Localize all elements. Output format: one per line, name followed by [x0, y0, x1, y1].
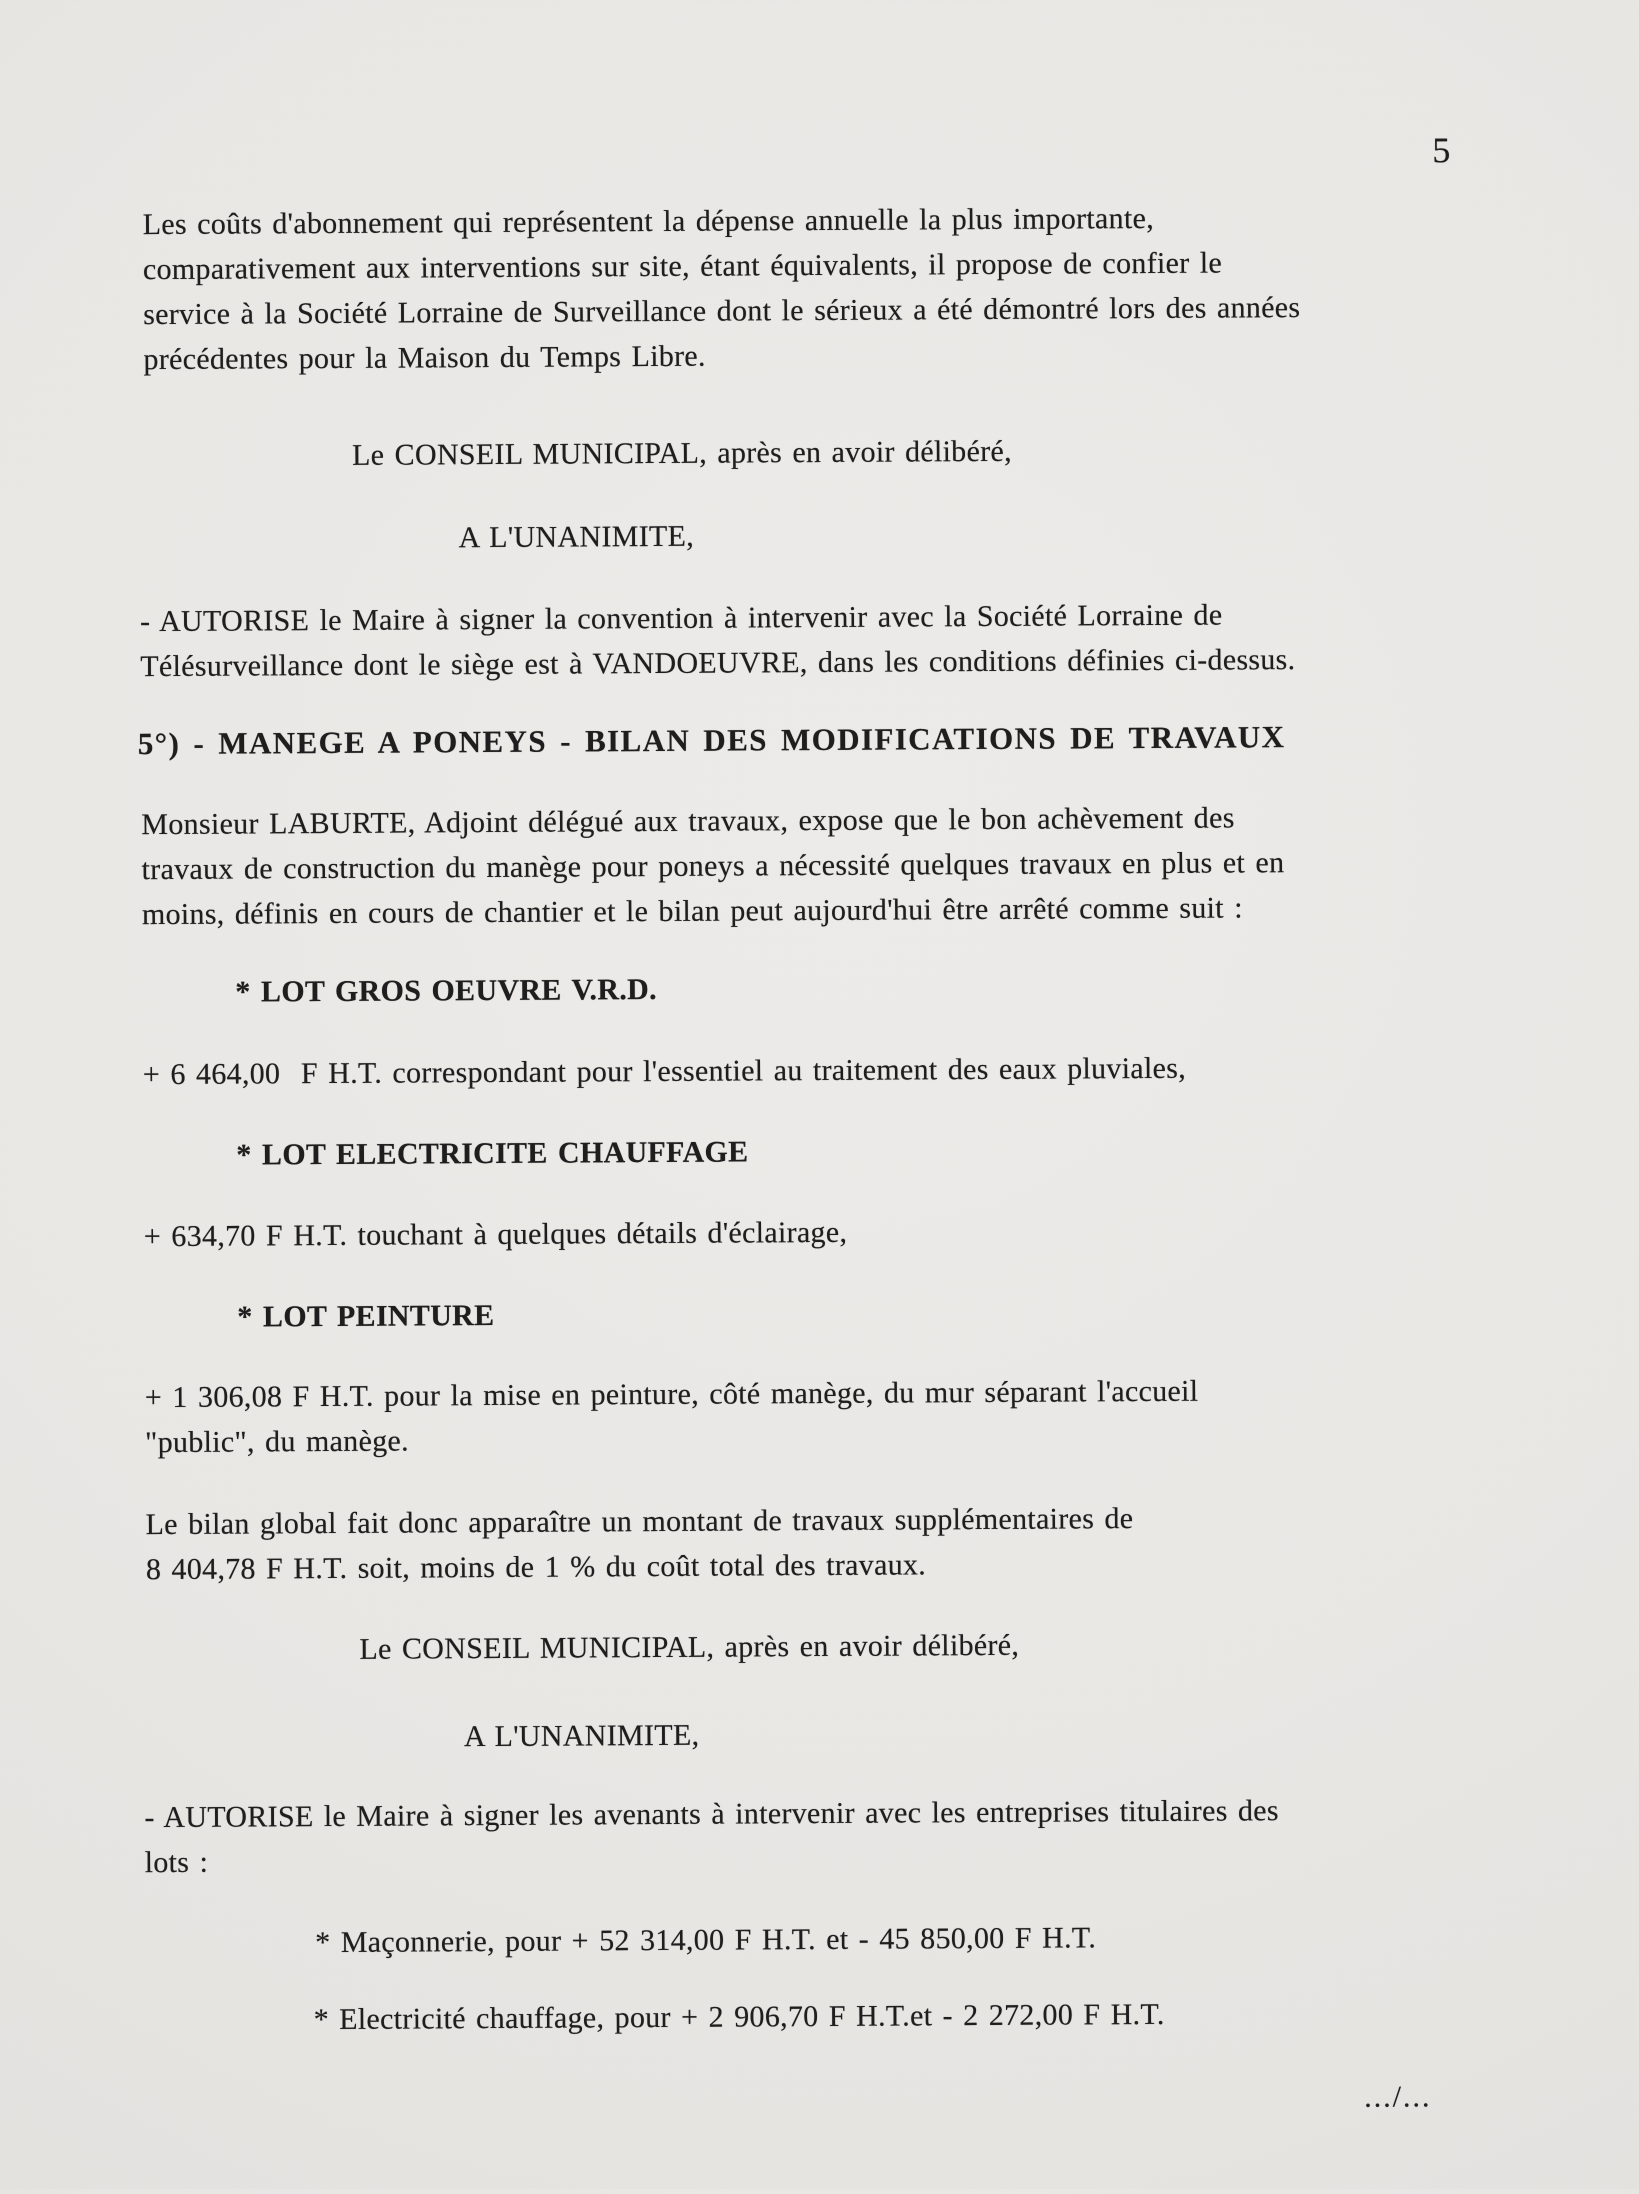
paragraph-bilan-global: Le bilan global fait donc apparaître un montant de travaux supplémentaires de 8 404,78 F H.T. soit, moins de 1 % du coût total des travaux.: [145, 1502, 1134, 1587]
subheading-lot-peinture: * LOT PEINTURE: [237, 1298, 495, 1334]
paragraph-autorise-convention: - AUTORISE le Maire à signer la convention à intervenir avec la Société Lorraine de Télésurveillance dont le siège est à VANDOEUVRE, dans les conditions définies ci-dessus.: [139, 598, 1296, 684]
line-unanimite-1: A L'UNANIMITE,: [458, 519, 695, 555]
line-gros-oeuvre-montant: + 6 464,00 F H.T. correspondant pour l'essentiel au traitement des eaux pluviales,: [142, 1051, 1187, 1092]
paragraph-autorise-avenants: - AUTORISE le Maire à signer les avenants à intervenir avec les entreprises titulaires des lots :: [144, 1794, 1279, 1880]
continuation-mark: .../...: [1364, 2080, 1432, 2114]
line-avenant-maconnerie: * Maçonnerie, pour + 52 314,00 F H.T. et - 45 850,00 F H.T.: [315, 1921, 1097, 1960]
subheading-lot-electricite: * LOT ELECTRICITE CHAUFFAGE: [236, 1135, 749, 1172]
line-conseil-municipal-2: Le CONSEIL MUNICIPAL, après en avoir délibéré,: [359, 1628, 1020, 1666]
subheading-lot-gros-oeuvre: * LOT GROS OEUVRE V.R.D.: [235, 972, 657, 1009]
paragraph-laburte: Monsieur LABURTE, Adjoint délégué aux travaux, expose que le bon achèvement des travaux de construction du manège pour poneys a nécessité quelques travaux en plus et en moins, définis en cours de chantier et le bilan peut aujourd'hui être arrêté comme suit :: [141, 801, 1285, 932]
line-unanimite-2: A L'UNANIMITE,: [463, 1718, 700, 1754]
page-number: 5: [1432, 130, 1452, 171]
section-heading-manege-a-poneys: 5°) - MANEGE A PONEYS - BILAN DES MODIFICATIONS DE TRAVAUX: [137, 719, 1286, 762]
line-conseil-municipal-1: Le CONSEIL MUNICIPAL, après en avoir délibéré,: [351, 434, 1012, 472]
paragraph-peinture-montant: + 1 306,08 F H.T. pour la mise en peinture, côté manège, du mur séparant l'accueil "public", du manège.: [144, 1374, 1199, 1460]
line-electricite-montant: + 634,70 F H.T. touchant à quelques détails d'éclairage,: [143, 1215, 848, 1254]
paragraph-abonnement: Les coûts d'abonnement qui représentent la dépense annuelle la plus importante, comparativement aux interventions sur site, étant équivalents, il propose de confier le service à la Société Lorraine de Surveillance dont le sérieux a été démontré lors des années précédentes pour la Maison du Temps Libre.: [142, 201, 1301, 377]
line-avenant-electricite: * Electricité chauffage, pour + 2 906,70 F H.T.et - 2 272,00 F H.T.: [313, 1997, 1165, 2037]
